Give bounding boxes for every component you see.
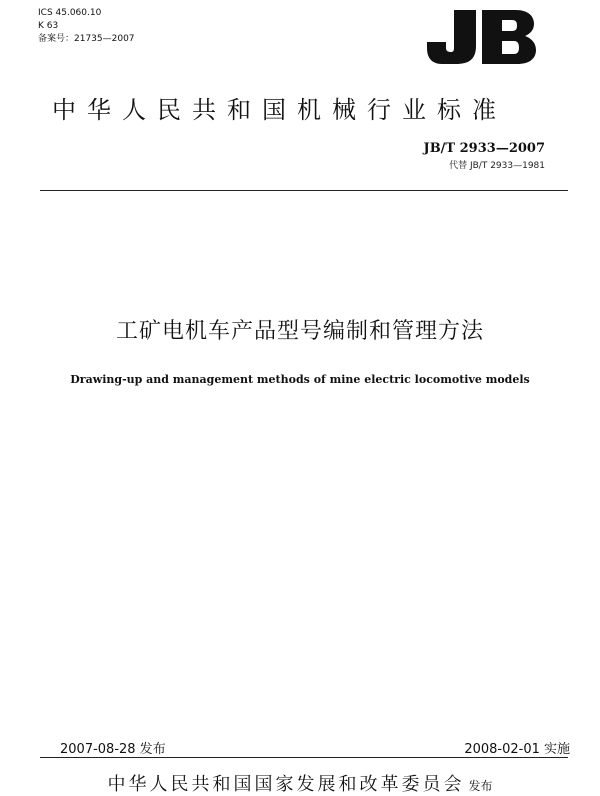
implementation-date: 2008-02-01 实施: [464, 742, 570, 757]
issuer-name: 中华人民共和国国家发展和改革委员会: [107, 774, 465, 795]
standard-code: [424, 141, 545, 156]
filing-number: 备案号：21735—2007: [38, 34, 135, 44]
header-divider: [40, 190, 568, 191]
document-title-chinese: 工矿电机车产品型号编制和管理方法: [115, 319, 484, 344]
issuing-authority: [0, 770, 600, 796]
issue-date: 2007-08-28 发布: [60, 742, 166, 757]
classification-code: K 63: [38, 21, 59, 31]
jb-logo-graphic: [424, 6, 538, 66]
jb-logo: [424, 6, 538, 66]
replaces-standard: 代替 JB/T 2933—1981: [449, 161, 545, 171]
standard-code-text: JB/T 2933—2007: [423, 141, 545, 156]
standard-organization: 中华人民共和国机械行业标准: [52, 96, 507, 124]
issuer-suffix: 发布: [468, 779, 493, 793]
ics-code: ICS 45.060.10: [38, 8, 102, 18]
document-title-english: Drawing-up and management methods of mine electric locomotive models: [70, 373, 530, 386]
footer-divider: [40, 757, 568, 758]
